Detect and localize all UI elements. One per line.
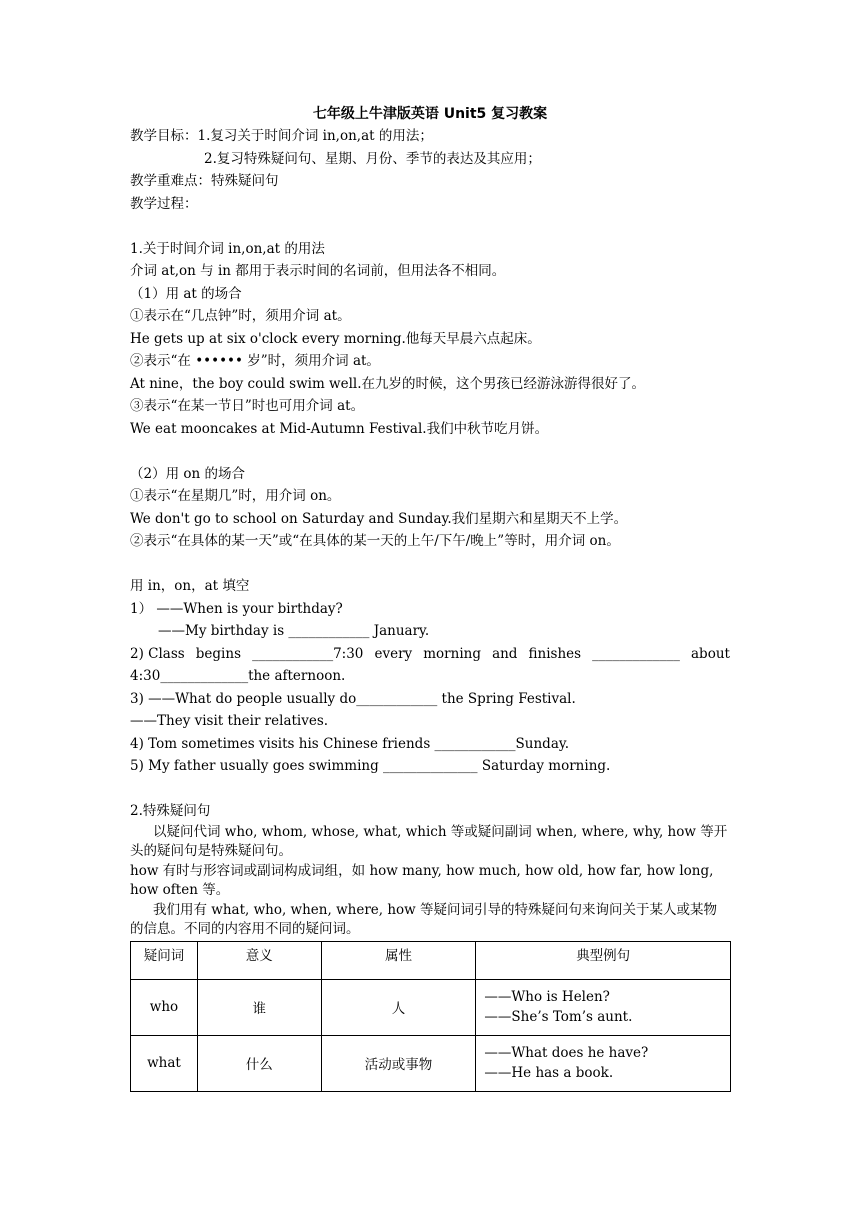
- at-rule-3: ③表示“在某一节日”时也可用介词 at。: [130, 398, 365, 414]
- exercise-2-word: and: [492, 645, 518, 662]
- exercise-2-line-2: 4:30_____________the afternoon.: [130, 668, 346, 684]
- table-header-cell: 属性: [321, 941, 476, 979]
- at-heading: （1）用 at 的场合: [130, 285, 242, 302]
- table-cell-meaning: 谁: [197, 979, 321, 1035]
- exercise-1-q: 1） ——When is your birthday?: [130, 600, 343, 617]
- exercise-2-word: morning: [423, 645, 481, 662]
- section1-intro: 介词 at,on 与 in 都用于表示时间的名词前，但用法各不相同。: [130, 263, 506, 279]
- section2-para-2: how 有时与形容词或副词构成词组，如 how many, how much, how old, how far, how long, how often 等。: [130, 862, 714, 898]
- spacer: [130, 553, 730, 576]
- exercise-3-q: 3) ——What do people usually do____________ the Spring Festival.: [130, 690, 576, 707]
- table-row: [131, 979, 731, 1035]
- exercise-heading: 用 in，on，at 填空: [130, 578, 250, 594]
- key-difficulty: 教学重难点：特殊疑问句: [130, 173, 279, 189]
- exercise-2-word: _____________: [592, 645, 680, 662]
- table-cell-attribute: 活动或事物: [321, 1035, 476, 1091]
- exercise-3-a: ——They visit their relatives.: [130, 713, 329, 729]
- exercise-2-word: 2) Class: [130, 645, 185, 662]
- exercise-1-a: ——My birthday is ____________ January.: [158, 623, 430, 639]
- at-example-2: At nine，the boy could swim well.在九岁的时候，这个男孩已经游泳游得很好了。: [130, 375, 646, 392]
- on-example-1: We don't go to school on Saturday and Sunday.我们星期六和星期天不上学。: [130, 510, 628, 527]
- table-cell-word: who: [131, 979, 198, 1035]
- example-question: ——What does he have?: [484, 1045, 649, 1061]
- table-cell-attribute: 人: [321, 979, 476, 1035]
- process-label: 教学过程：: [130, 195, 198, 212]
- at-rule-2: ②表示“在 •••••• 岁”时，须用介词 at。: [130, 353, 380, 369]
- section2-para-1: 以疑问代词 who, whom, whose, what, which 等或疑问副词 when, where, why, how 等开头的疑问句是特殊疑问句。: [130, 823, 728, 859]
- table-cell-example: [476, 1035, 731, 1091]
- exercise-4: 4) Tom sometimes visits his Chinese friends ____________Sunday.: [130, 735, 569, 752]
- table-row: [131, 1035, 731, 1091]
- exercise-2-word: finishes: [528, 645, 582, 662]
- section2-para-3: 我们用有 what, who, when, where, how 等疑问词引导的特殊疑问句来询问关于某人或某物的信息。不同的内容用不同的疑问词。: [130, 901, 718, 937]
- spacer: [130, 440, 730, 463]
- table-cell-meaning: 什么: [197, 1035, 321, 1091]
- goal-line-1: 教学目标：1.复习关于时间介词 in,on,at 的用法；: [130, 128, 433, 144]
- table-cell-example: [476, 979, 731, 1035]
- spacer: [130, 215, 730, 238]
- exercise-2-word: about: [691, 645, 730, 662]
- exercise-2-word: begins: [195, 645, 241, 662]
- at-rule-1: ①表示在“几点钟”时，须用介词 at。: [130, 308, 351, 324]
- example-answer: ——She’s Tom’s aunt.: [484, 1009, 633, 1025]
- table-header-cell: 疑问词: [131, 941, 198, 979]
- exercise-2-word: every: [374, 645, 413, 662]
- exercise-2-line-1: [130, 643, 730, 666]
- at-example-3: We eat mooncakes at Mid-Autumn Festival.我们中秋节吃月饼。: [130, 420, 549, 437]
- at-example-1: He gets up at six o'clock every morning.他每天早晨六点起床。: [130, 330, 541, 347]
- document-content: [130, 103, 730, 1092]
- table-header-cell: 意义: [197, 941, 321, 979]
- example-question: ——Who is Helen?: [484, 989, 610, 1005]
- example-answer: ——He has a book.: [484, 1065, 614, 1081]
- exercise-2-word: ____________7:30: [252, 645, 364, 662]
- section2-heading: 2.特殊疑问句: [130, 803, 211, 819]
- table-header-cell: 典型例句: [476, 941, 731, 979]
- on-heading: （2）用 on 的场合: [130, 465, 245, 482]
- on-rule-2: ②表示“在具体的某一天”或“在具体的某一天的上午/下午/晚上”等时，用介词 on。: [130, 533, 620, 549]
- on-rule-1: ①表示“在星期几”时，用介词 on。: [130, 488, 341, 504]
- table-header-row: [131, 941, 731, 979]
- section1-heading: 1.关于时间介词 in,on,at 的用法: [130, 240, 325, 257]
- question-word-table: [130, 941, 731, 1092]
- exercise-5: 5) My father usually goes swimming ______________ Saturday morning.: [130, 758, 611, 774]
- table-cell-word: what: [131, 1035, 198, 1091]
- goal-line-2: 2.复习特殊疑问句、星期、月份、季节的表达及其应用；: [204, 150, 541, 167]
- spacer: [130, 778, 730, 801]
- page-title: 七年级上牛津版英语 Unit5 复习教案: [312, 106, 548, 122]
